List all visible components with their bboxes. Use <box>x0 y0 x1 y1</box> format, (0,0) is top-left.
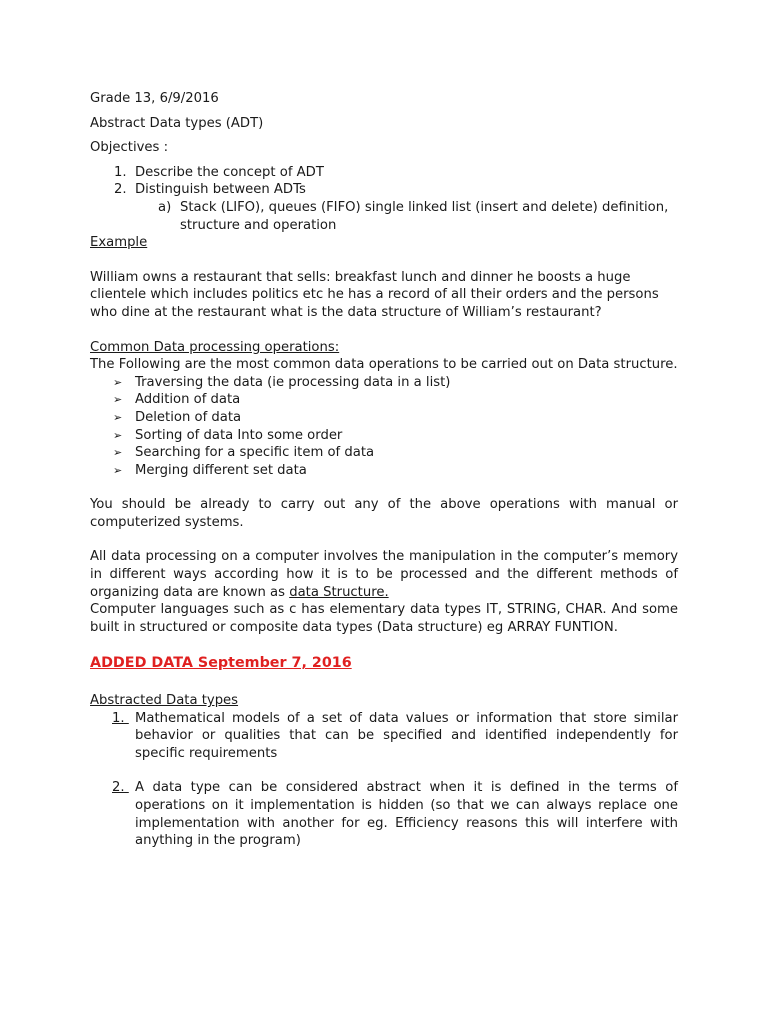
common-ops-heading: Common Data processing operations: <box>90 339 340 355</box>
arrow-bullet-icon: ➢ <box>113 410 123 424</box>
paragraph-ready: You should be already to carry out any of the above operations with manual or computerized systems. <box>90 497 678 530</box>
paragraph-languages: Computer languages such as c has elementary data types IT, STRING, CHAR. And some built in structured or composite data types (Data structure) eg ARRAY FUNTION. <box>90 602 678 635</box>
paragraph-processing: All data processing on a computer involves the manipulation in the computer’s memory in different ways according how it is to be processed and the different methods of organizing data are known as data Structure. <box>90 549 678 600</box>
operation-item: ➢ Addition of data <box>113 392 241 408</box>
operations-list <box>90 374 678 480</box>
operation-item: ➢ Sorting of data Into some order <box>113 427 343 443</box>
arrow-bullet-icon: ➢ <box>113 446 123 460</box>
arrow-bullet-icon: ➢ <box>113 463 123 477</box>
arrow-bullet-icon: ➢ <box>113 375 123 389</box>
abstracted-item: 2. A data type can be considered abstract when it is defined in the terms of operations on it implementation is hidden (so that we can always replace one implementation with another for eg. Efficiency reasons this will interfere with anything in the program) <box>112 780 678 849</box>
arrow-bullet-icon: ➢ <box>113 393 123 407</box>
common-ops-intro: The Following are the most common data operations to be carried out on Data structure. <box>90 357 678 373</box>
objectives-label: Objectives : <box>90 140 169 156</box>
sub-objectives-list <box>90 199 678 234</box>
abstracted-heading: Abstracted Data types <box>90 693 239 709</box>
objectives-list <box>90 164 678 199</box>
abstracted-list <box>90 710 678 850</box>
document-page <box>90 90 678 850</box>
data-structure-link: data Structure. <box>289 584 389 600</box>
sub-objective-item: a) Stack (LIFO), queues (FIFO) single linked list (insert and delete) definition, structure and operation <box>158 199 669 233</box>
abstracted-item: 1. Mathematical models of a set of data values or information that store similar behavior or qualities that can be specified and identified independently for specific requirements <box>112 710 678 761</box>
operation-item: ➢ Merging different set data <box>113 462 307 478</box>
operation-item: ➢ Deletion of data <box>113 409 242 425</box>
document-title: Abstract Data types (ADT) <box>90 115 264 131</box>
grade-line: Grade 13, 6/9/2016 <box>90 91 219 106</box>
objective-item: 2. Distinguish between ADTs <box>114 182 306 198</box>
objective-item: 1. Describe the concept of ADT <box>114 164 324 180</box>
added-data-heading: ADDED DATA September 7, 2016 <box>90 655 352 672</box>
operation-item: ➢ Traversing the data (ie processing data in a list) <box>113 374 451 390</box>
example-heading: Example <box>90 235 148 251</box>
operation-item: ➢ Searching for a specific item of data <box>113 445 375 461</box>
example-text: William owns a restaurant that sells: breakfast lunch and dinner he boosts a huge clientele which includes politics etc he has a record of all their orders and the persons who dine at the restaurant what is the data structure of William’s restaurant? <box>90 269 659 320</box>
arrow-bullet-icon: ➢ <box>113 428 123 442</box>
